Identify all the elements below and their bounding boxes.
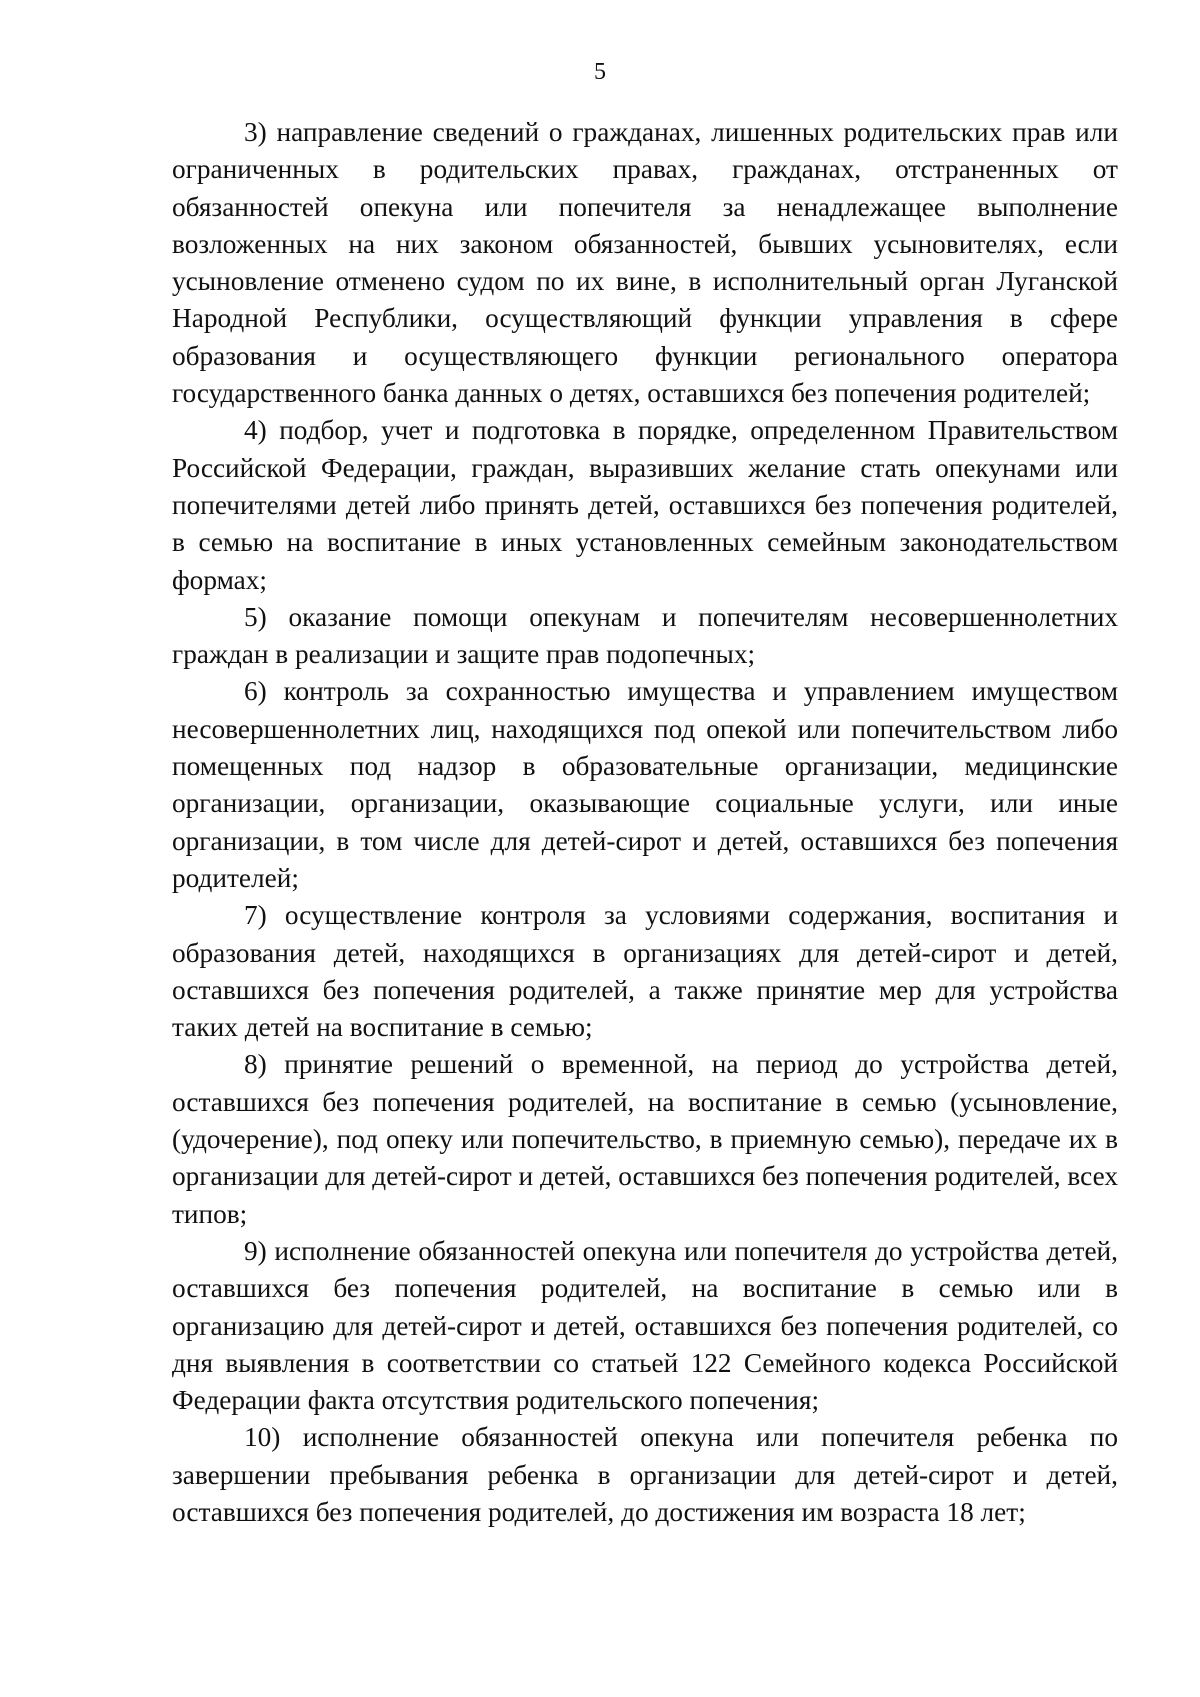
document-body (172, 114, 1118, 1531)
list-item-9: 9) исполнение обязанностей опекуна или попечителя до устройства детей, оставшихся без попечения родителей, на воспитание в семью или в организацию для детей-сирот и детей, оставшихся без попечения родителей, со дня выявления в соответствии со статьей 122 Семейного кодекса Российской Федерации факта отсутствия родительского попечения; (172, 1235, 1118, 1416)
list-item-6: 6) контроль за сохранностью имущества и управлением имуществом несовершеннолетних лиц, находящихся под опекой или попечительством либо помещенных под надзор в образовательные организации, медицинские организации, организации, оказывающие социальные услуги, или иные организации, в том числе для детей-сирот и детей, оставшихся без попечения родителей; (172, 676, 1118, 893)
list-item-10: 10) исполнение обязанностей опекуна или попечителя ребенка по завершении пребывания ребенка в организации для детей-сирот и детей, оставшихся без попечения родителей, до достижения им возраста 18 лет; (172, 1422, 1118, 1527)
list-item-5: 5) оказание помощи опекунам и попечителям несовершеннолетних граждан в реализации и защите прав подопечных; (172, 601, 1118, 670)
list-item-4: 4) подбор, учет и подготовка в порядке, определенном Правительством Российской Федерации, граждан, выразивших желание стать опекунами или попечителями детей либо принять детей, оставшихся без попечения родителей, в семью на воспитание в иных установленных семейным законодательством формах; (172, 415, 1118, 595)
list-item-8: 8) принятие решений о временной, на период до устройства детей, оставшихся без попечения родителей, на воспитание в семью (усыновление, (удочерение), под опеку или попечительство, в приемную семью), передаче их в организации для детей-сирот и детей, оставшихся без попечения родителей, всех типов; (172, 1049, 1118, 1229)
page-number: 5 (594, 59, 606, 85)
list-item-3: 3) направление сведений о гражданах, лишенных родительских прав или ограниченных в родительских правах, гражданах, отстраненных от обязанностей опекуна или попечителя за ненадлежащее выполнение возложенных на них законом обязанностей, бывших усыновителях, если усыновление отменено судом по их вине, в исполнительный орган Луганской Народной Республики, осуществляющий функции управления в сфере образования и осуществляющего функции регионального оператора государственного банка данных о детях, оставшихся без попечения родителей; (172, 117, 1118, 409)
list-item-7: 7) осуществление контроля за условиями содержания, воспитания и образования детей, находящихся в организациях для детей-сирот и детей, оставшихся без попечения родителей, а также принятие мер для устройства таких детей на воспитание в семью; (172, 900, 1118, 1043)
